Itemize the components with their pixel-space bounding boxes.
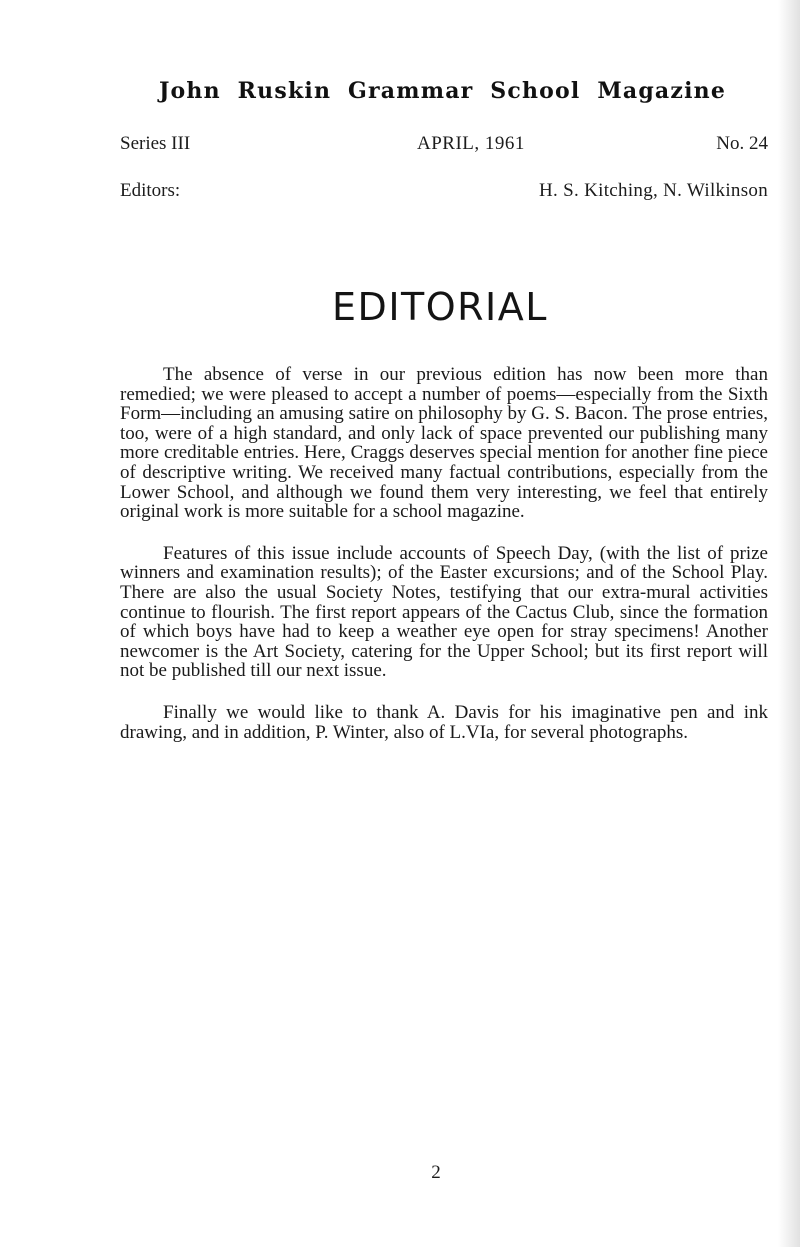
- editorial-body: [120, 365, 768, 764]
- issue-number: No. 24: [716, 133, 768, 154]
- editorial-heading: EDITORIAL: [332, 285, 548, 329]
- magazine-title: John Ruskin Grammar School Magazine: [158, 78, 727, 104]
- editorial-paragraph: Finally we would like to thank A. Davis for his imaginative pen and ink drawing, and in addition, P. Winter, also of L.VIa, for several photographs.: [120, 701, 768, 743]
- editorial-paragraph: Features of this issue include accounts of Speech Day, (with the list of prize winners and examination results); of the Easter excursions; and of the School Play. There are also the usual Society Notes, testifying that our extra-mural activities continue to flourish. The first report appears of the Cactus Club, since the formation of which boys have had to keep a weather eye open for stray specimens! Another newcomer is the Art Society, catering for the Upper School; but its first report will not be published till our next issue.: [120, 542, 768, 682]
- editorial-paragraph: The absence of verse in our previous edition has now been more than remedied; we were pleased to accept a number of poems—especially from the Sixth Form—including an amusing satire on philosophy by G. S. Bacon. The prose entries, too, were of a high standard, and only lack of space prevented our publishing many more creditable entries. Here, Craggs deserves special mention for another fine piece of descriptive writing. We received many factual contributions, especially from the Lower School, and although we found them very interesting, we feel that entirely original work is more suitable for a school magazine.: [120, 364, 768, 523]
- page-number: 2: [431, 1162, 441, 1183]
- page-edge-shadow: [778, 0, 800, 1247]
- issue-date: APRIL, 1961: [417, 133, 525, 154]
- editors-names: H. S. Kitching, N. Wilkinson: [539, 180, 768, 201]
- series-label: Series III: [120, 133, 191, 154]
- editors-label: Editors:: [120, 180, 181, 201]
